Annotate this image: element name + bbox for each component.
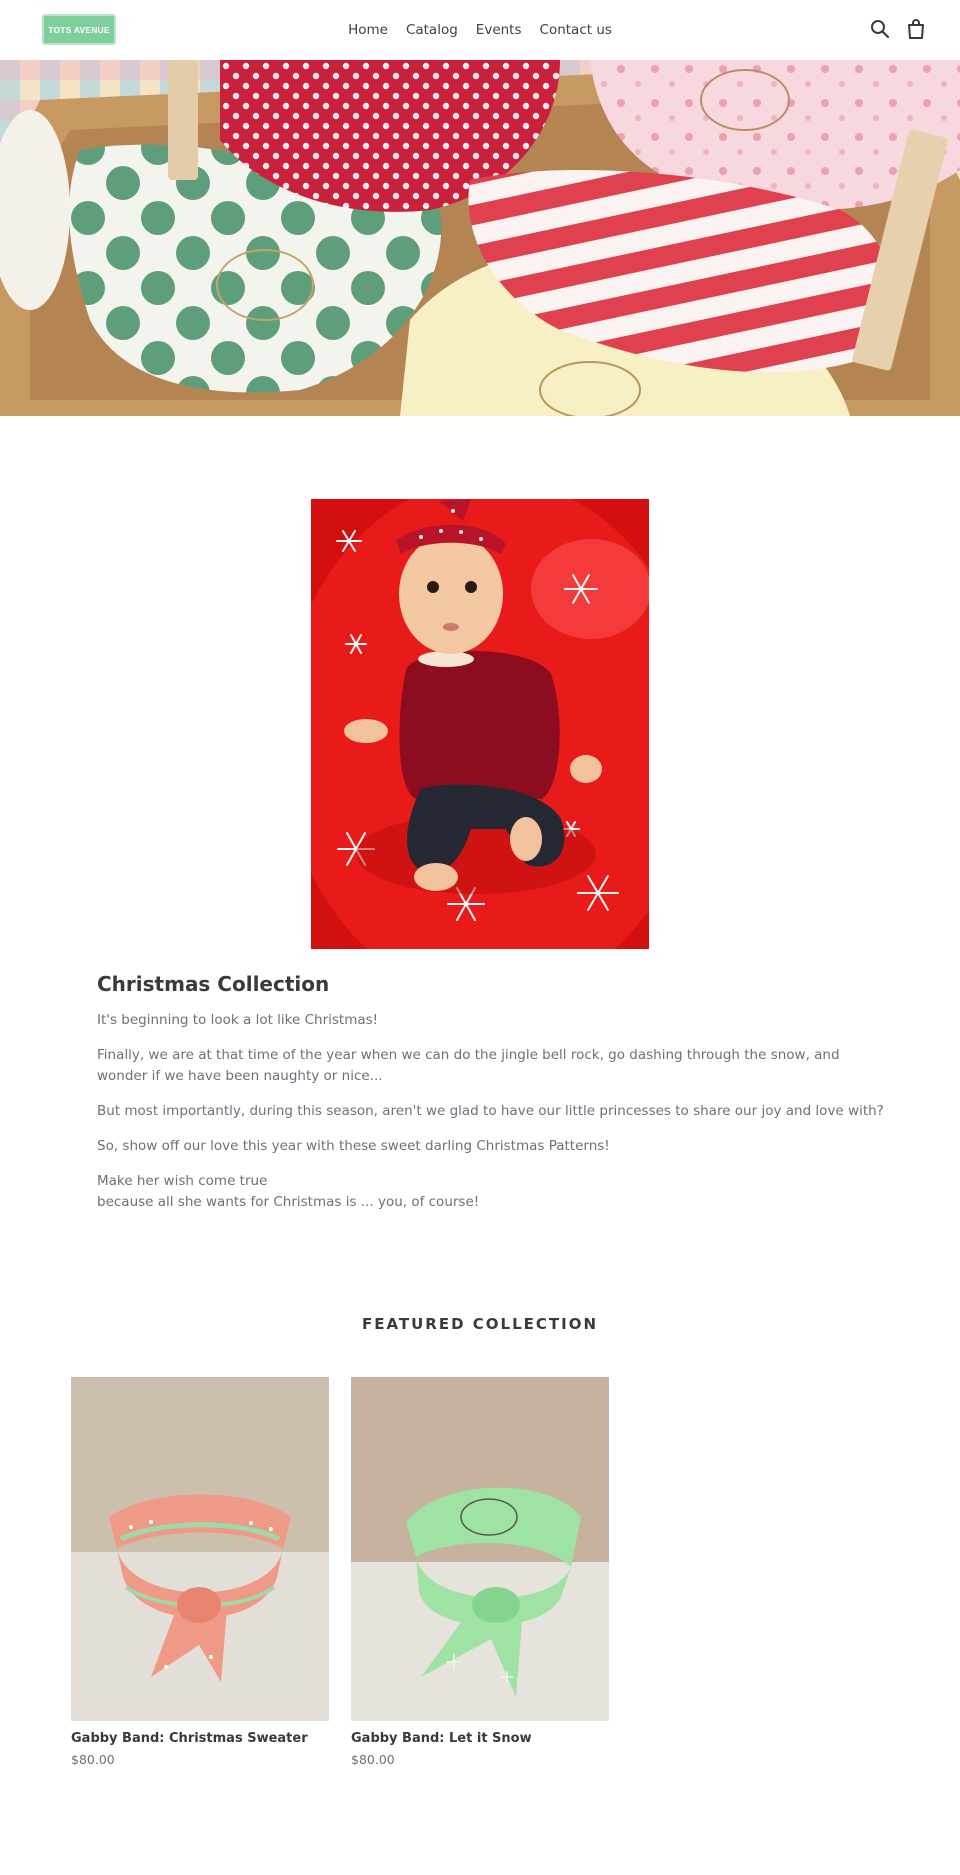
nav-link-catalog[interactable]: Catalog — [405, 22, 458, 38]
main-nav — [0, 0, 960, 60]
site-header — [0, 0, 960, 60]
paragraph: So, show off our love this year with these sweet darling Christmas Patterns! — [97, 1138, 610, 1154]
cart-icon[interactable] — [904, 17, 928, 41]
section-title: Christmas Collection — [97, 972, 330, 996]
nav-link-events[interactable]: Events — [475, 22, 522, 38]
product-image[interactable] — [351, 1377, 609, 1721]
christmas-collection-text — [97, 972, 887, 1227]
paragraph — [97, 1171, 887, 1213]
nav-link-contact[interactable]: Contact us — [539, 22, 612, 38]
product-name[interactable]: Gabby Band: Let it Snow — [351, 1731, 532, 1746]
search-icon[interactable] — [868, 17, 892, 41]
paragraph: But most importantly, during this season, aren't we glad to have our little princesses to share our joy and love with? — [97, 1103, 884, 1119]
product-name[interactable]: Gabby Band: Christmas Sweater — [71, 1731, 308, 1746]
product-price: $80.00 — [71, 1752, 115, 1767]
paragraph: Finally, we are at that time of the year when we can do the jingle bell rock, go dashing through the snow, and wonder if we have been naughty or nice... — [97, 1047, 840, 1084]
product-price: $80.00 — [351, 1752, 395, 1767]
product-card-christmas-sweater[interactable] — [71, 1377, 329, 1767]
christmas-feature-image — [311, 499, 649, 949]
hero-image — [0, 60, 960, 416]
product-image[interactable] — [71, 1377, 329, 1721]
paragraph-line: because all she wants for Christmas is ... you, of course! — [97, 1194, 480, 1210]
paragraph: It's beginning to look a lot like Christmas! — [97, 1012, 379, 1028]
featured-collection-title: FEATURED COLLECTION — [361, 1315, 599, 1333]
nav-link-home[interactable]: Home — [348, 22, 388, 38]
product-card-let-it-snow[interactable] — [351, 1377, 609, 1767]
logo-text: TOTS AVENUE — [48, 24, 110, 35]
paragraph-line: Make her wish come true — [97, 1173, 268, 1189]
